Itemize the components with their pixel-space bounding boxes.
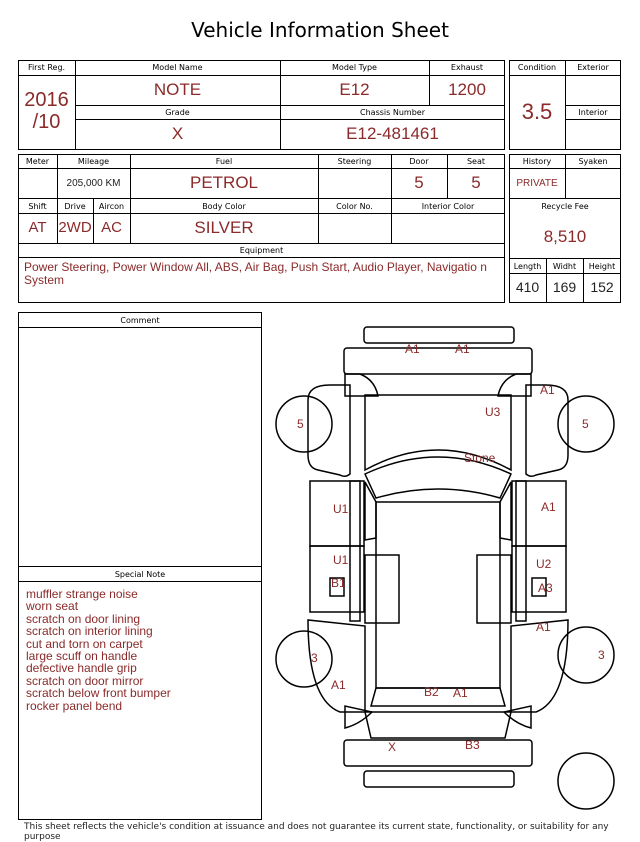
meter-label: Meter: [25, 157, 50, 166]
sheet-title: Vehicle Information Sheet: [191, 18, 449, 42]
interior-color-label: Interior Color: [421, 202, 475, 211]
damage-mark: A3: [538, 581, 553, 595]
damage-mark: A1: [455, 342, 470, 356]
exhaust-value: 1200: [448, 80, 486, 99]
door-right-rear: [512, 546, 566, 612]
model-name-value: NOTE: [153, 80, 202, 99]
special-note-item: worn seat: [26, 599, 79, 614]
window-left-rear: [365, 555, 399, 623]
condition-value: 3.5: [521, 99, 553, 124]
color-no-label: Color No.: [336, 202, 373, 211]
damage-mark: A1: [536, 620, 551, 634]
model-type-label: Model Type: [332, 63, 377, 72]
damage-mark: Stone: [464, 451, 496, 465]
door-label: Door: [409, 157, 429, 166]
window-right-front: [500, 482, 511, 540]
first-reg-label: First Reg.: [27, 63, 66, 72]
fuel-label: Fuel: [215, 157, 233, 166]
tire-front-left-value: 5: [297, 417, 304, 431]
special-note-label: Special Note: [114, 570, 166, 579]
special-note-item: scratch on interior lining: [26, 624, 153, 639]
rear-bumper-bottom: [364, 771, 514, 787]
shift-label: Shift: [28, 202, 47, 211]
height-value: 152: [590, 279, 614, 295]
special-note-item: rocker panel bend: [26, 698, 123, 713]
damage-mark: A1: [331, 678, 346, 692]
special-note-item: defective handle grip: [26, 661, 137, 676]
model-name-label: Model Name: [152, 63, 203, 72]
drive-value: 2WD: [58, 219, 92, 236]
grade-value: X: [171, 124, 184, 143]
first-reg-year: 2016: [24, 89, 69, 111]
exhaust-label: Exhaust: [450, 63, 484, 72]
comment-label: Comment: [120, 316, 160, 325]
damage-mark: A1: [453, 686, 468, 700]
damage-mark: B3: [465, 738, 480, 752]
fuel-value: PETROL: [189, 173, 259, 192]
door-value: 5: [414, 173, 424, 192]
seat-value: 5: [471, 173, 481, 192]
seat-label: Seat: [466, 157, 486, 166]
damage-mark: U2: [536, 557, 552, 571]
tire-spare: [558, 753, 614, 809]
damage-mark: X: [388, 740, 397, 754]
tire-front-right-value: 5: [582, 417, 589, 431]
recycle-fee-value: 8,510: [543, 227, 587, 246]
damage-mark: U1: [333, 502, 349, 516]
aircon-value: AC: [101, 219, 122, 236]
window-right-rear: [477, 555, 511, 623]
length-value: 410: [515, 279, 540, 295]
window-left-front: [365, 482, 376, 540]
body-color-value: SILVER: [194, 218, 254, 237]
damage-mark: A1: [405, 342, 420, 356]
width-label: Widht: [552, 262, 577, 271]
special-note-item: scratch below front bumper: [26, 686, 171, 701]
special-note-item: scratch on door mirror: [26, 673, 144, 688]
aircon-label: Aircon: [98, 202, 125, 211]
body-color-label: Body Color: [202, 202, 246, 211]
damage-mark: U3: [485, 405, 501, 419]
trunk: [365, 712, 511, 738]
grade-label: Grade: [165, 108, 190, 117]
special-note-list: [26, 588, 258, 712]
first-reg-month: /10: [32, 111, 61, 133]
disclaimer-footer: This sheet reflects the vehicle's condition at issuance and does not guarantee its current state, functionality, or suitability for any purpose: [24, 822, 609, 842]
special-note-item: cut and torn on carpet: [26, 636, 143, 651]
damage-mark: A1: [540, 383, 555, 397]
roof: [376, 502, 500, 688]
damage-mark: U1: [333, 553, 349, 567]
special-note-item: scratch on door lining: [26, 611, 141, 626]
equipment-value: Power Steering, Power Window All, ABS, Air Bag, Push Start, Audio Player, Navigatio n System: [24, 260, 487, 287]
front-fender-right: [526, 385, 568, 476]
history-label: History: [522, 157, 552, 166]
special-note-item: large scuff on handle: [26, 649, 138, 664]
drive-label: Drive: [64, 202, 86, 211]
front-bumper-top: [364, 327, 514, 343]
shift-value: AT: [28, 219, 47, 236]
damage-mark: B2: [424, 685, 439, 699]
damage-mark: B1: [331, 576, 346, 590]
equipment-label: Equipment: [239, 246, 284, 255]
chassis-number-value: E12-481461: [346, 124, 439, 143]
front-bumper: [344, 348, 532, 374]
car-damage-diagram: [270, 320, 630, 820]
special-note-item: muffler strange noise: [26, 587, 138, 601]
interior-label: Interior: [578, 108, 608, 117]
tire-front-left: [276, 396, 332, 452]
condition-label: Condition: [517, 63, 557, 72]
mileage-label: Mileage: [77, 157, 110, 166]
syaken-label: Syaken: [578, 157, 608, 166]
rocker-left: [350, 481, 360, 621]
damage-mark: A1: [541, 500, 556, 514]
model-type-value: E12: [339, 80, 370, 99]
door-right-front: [512, 481, 566, 546]
rear-bumper: [344, 740, 532, 766]
steering-label: Steering: [337, 157, 372, 166]
exterior-label: Exterior: [577, 63, 609, 72]
tire-rear-left-value: 3: [311, 651, 318, 665]
rocker-right: [516, 481, 526, 621]
recycle-fee-label: Recycle Fee: [541, 202, 589, 211]
width-value: 169: [552, 279, 577, 295]
length-label: Length: [513, 262, 542, 271]
mileage-value: 205,000 KM: [66, 178, 121, 189]
tire-rear-right-value: 3: [598, 648, 605, 662]
chassis-number-label: Chassis Number: [360, 108, 425, 117]
history-value: PRIVATE: [516, 178, 558, 189]
height-label: Height: [588, 262, 616, 271]
tire-rear-left: [276, 631, 332, 687]
